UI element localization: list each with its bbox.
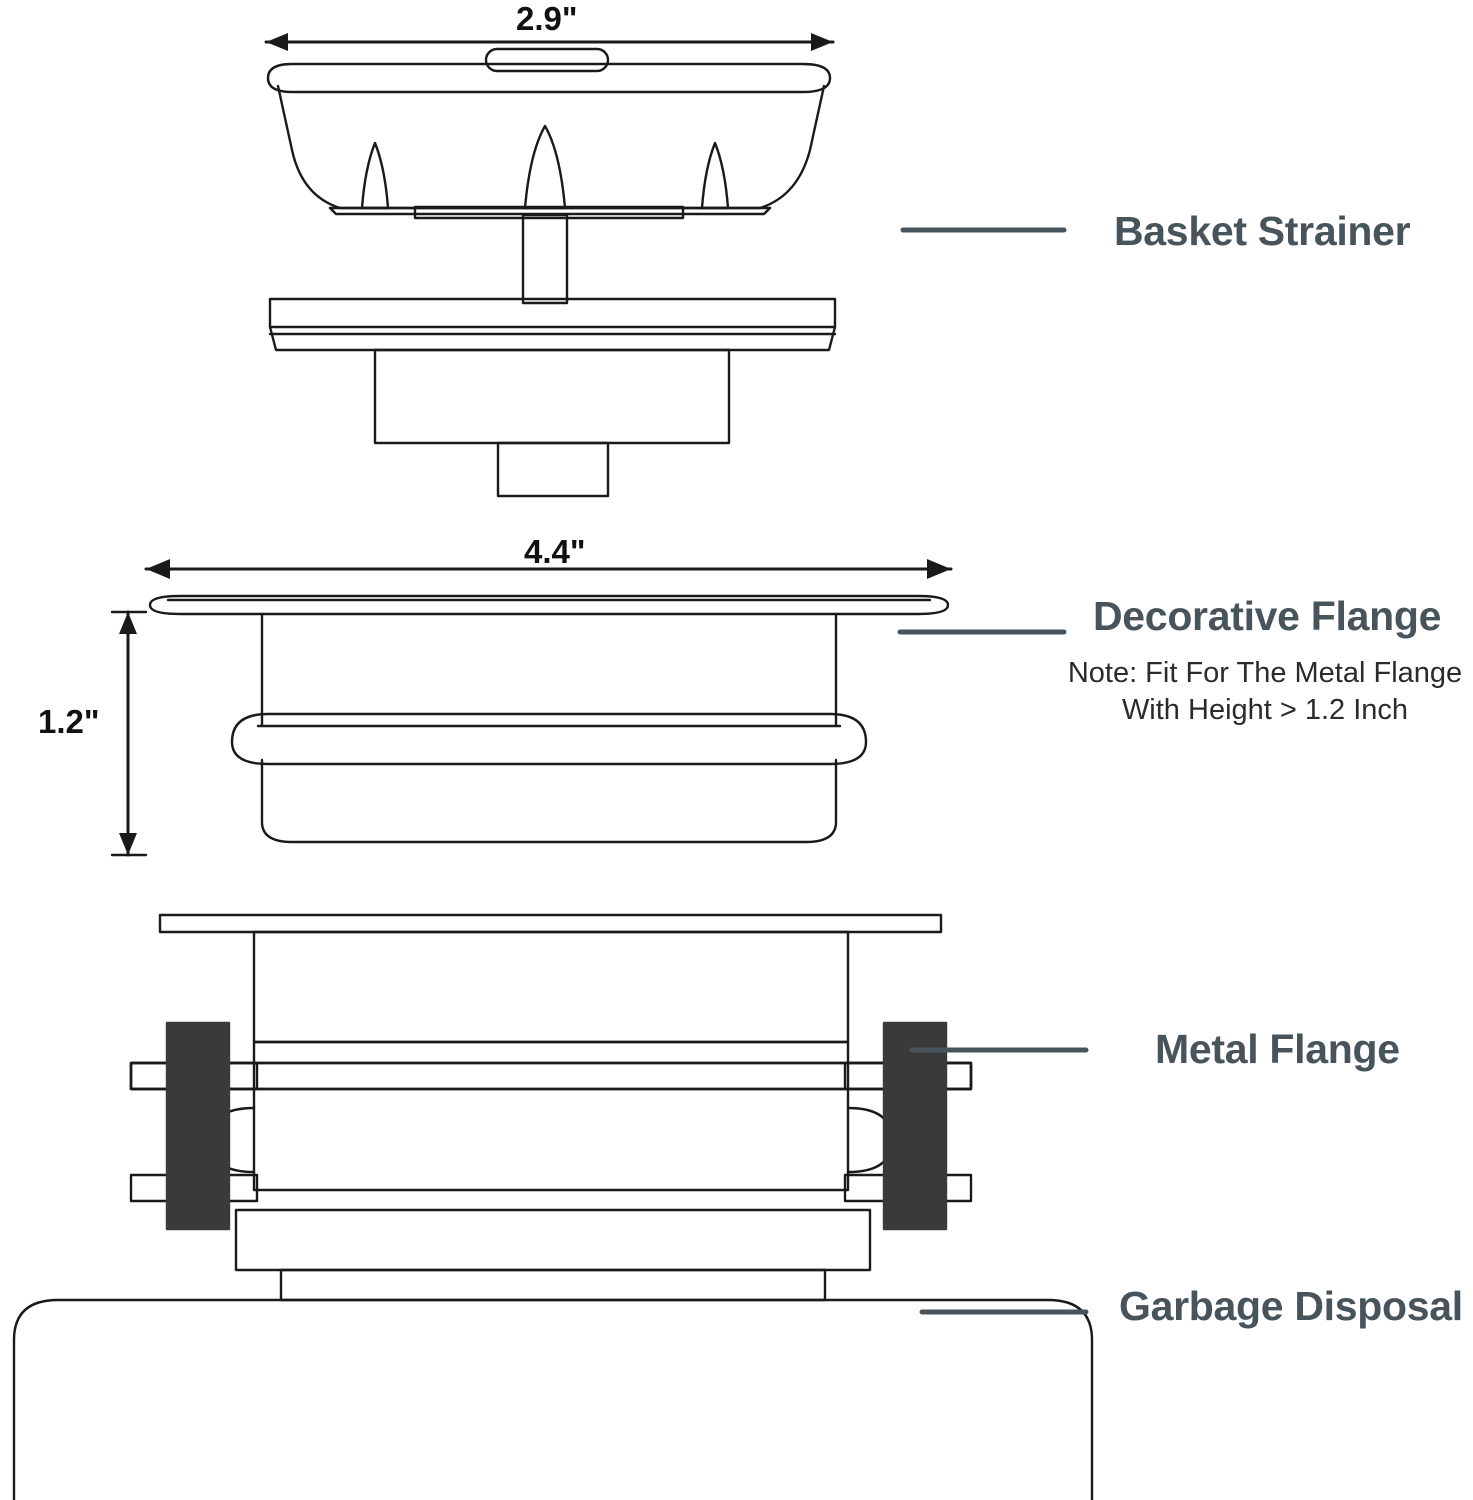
decorative-flange-drawing bbox=[150, 596, 948, 842]
metal-flange-drawing bbox=[131, 915, 971, 1300]
fitment-note-line-1: Note: Fit For The Metal Flange bbox=[1067, 657, 1463, 689]
callout-label-basket-strainer: Basket Strainer bbox=[1114, 208, 1411, 254]
dimension-label-flange-width: 4.4" bbox=[524, 533, 586, 570]
fitment-note bbox=[1063, 655, 1467, 729]
dimension-arrow-flange-height bbox=[112, 612, 146, 855]
callout-label-garbage-disposal: Garbage Disposal bbox=[1119, 1283, 1463, 1329]
callout-label-metal-flange: Metal Flange bbox=[1155, 1026, 1400, 1072]
callout-label-decorative-flange: Decorative Flange bbox=[1093, 593, 1442, 639]
fitment-note-line-2: With Height > 1.2 Inch bbox=[1121, 694, 1409, 727]
dimension-label-basket-width: 2.9" bbox=[516, 0, 578, 37]
garbage-disposal-drawing bbox=[14, 1300, 1092, 1500]
basket-strainer-drawing bbox=[268, 49, 835, 496]
dimension-label-flange-height: 1.2" bbox=[38, 703, 100, 740]
